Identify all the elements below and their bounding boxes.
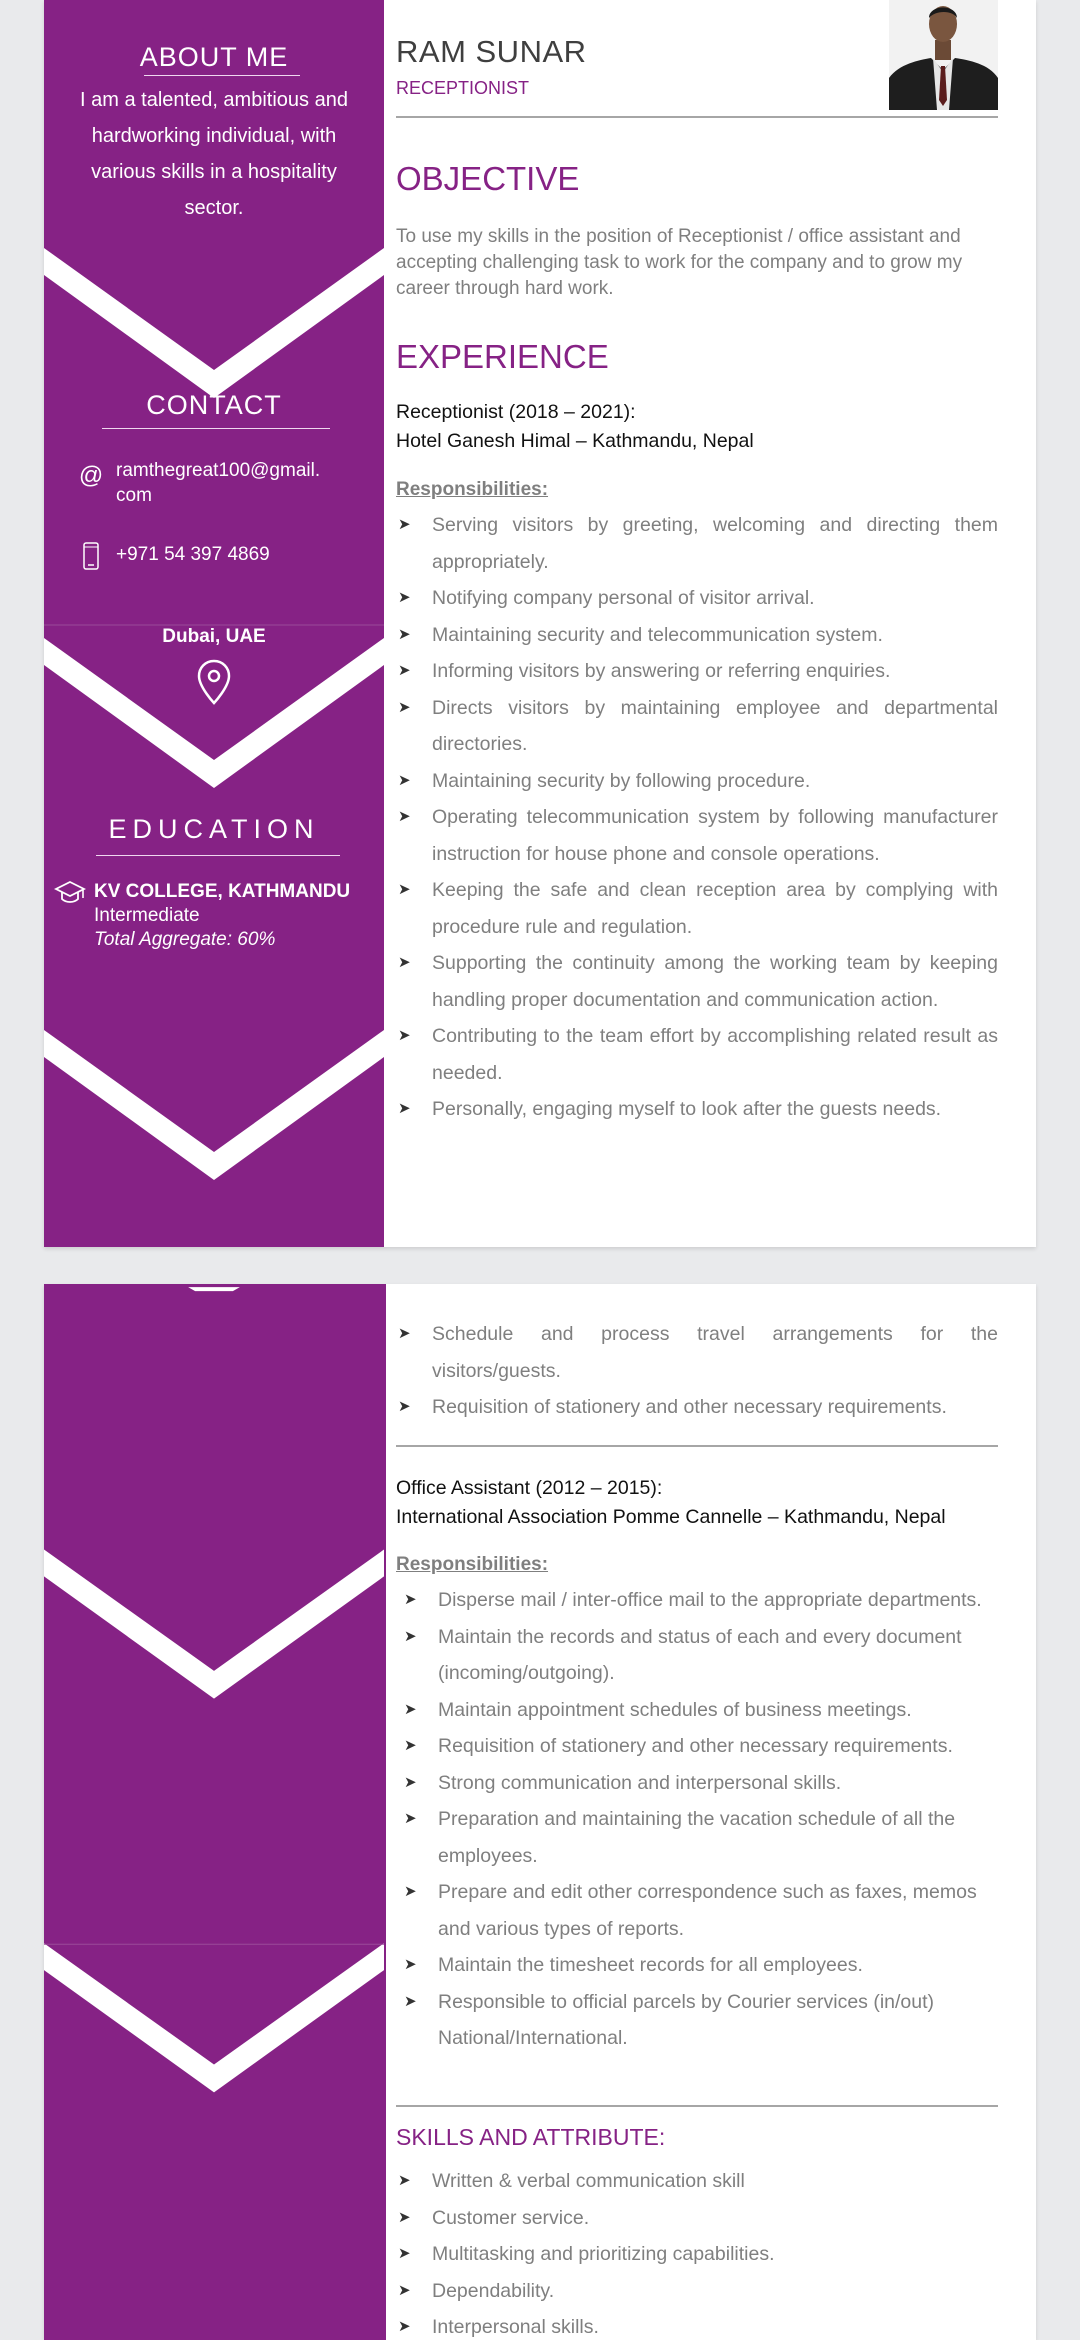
about-me-rule (144, 75, 300, 76)
arrow-bullet-icon: ➤ (398, 662, 411, 679)
arrow-bullet-icon: ➤ (398, 808, 411, 825)
arrow-bullet-icon: ➤ (398, 1325, 411, 1342)
arrow-bullet-icon: ➤ (398, 2208, 411, 2226)
header-divider (396, 116, 998, 118)
arrow-bullet-icon: ➤ (398, 2281, 411, 2299)
education-school: KV COLLEGE, KATHMANDU (94, 881, 351, 902)
location-pin-icon (195, 658, 233, 706)
arrow-bullet-icon: ➤ (398, 625, 411, 643)
education-heading: EDUCATION (108, 814, 320, 844)
list-item: ➤ Keeping the safe and clean reception area by complying with procedure rule and regulation. (396, 872, 998, 945)
person-name: RAM SUNAR (396, 34, 587, 69)
resume-page-2 (44, 1284, 1036, 2340)
objective-heading: OBJECTIVE (396, 160, 580, 197)
contact-heading: CONTACT (146, 390, 282, 420)
arrow-bullet-icon: ➤ (404, 1883, 417, 1900)
skills-divider (396, 2105, 998, 2107)
arrow-bullet-icon: ➤ (398, 1398, 411, 1415)
job-2-title: Office Assistant (2012 – 2015): (396, 1477, 663, 1499)
education-rule (96, 855, 340, 856)
arrow-bullet-icon: ➤ (404, 1737, 417, 1754)
education-level: Intermediate (94, 905, 200, 926)
job-1-title: Receptionist (2018 – 2021): (396, 401, 636, 423)
job-1-responsibilities-list (396, 507, 998, 1128)
list-item: ➤ Supporting the continuity among the working team by keeping handling proper documentation and communication action. (396, 945, 998, 1018)
phone-text: +971 54 397 4869 (116, 544, 270, 565)
about-me-heading: ABOUT ME (139, 42, 289, 72)
list-item: ➤ Maintaining security by following procedure. (396, 763, 998, 800)
arrow-bullet-icon: ➤ (398, 954, 411, 971)
phone-icon (78, 542, 104, 570)
arrow-bullet-icon: ➤ (404, 1956, 417, 1973)
list-item: ➤ Serving visitors by greeting, welcoming and directing them appropriately. (396, 507, 998, 580)
person-role: RECEPTIONIST (396, 78, 530, 98)
list-item: ➤ Maintain appointment schedules of business meetings. (402, 1692, 998, 1729)
list-item: ➤ Dependability. (396, 2273, 998, 2310)
sidebar-continued (44, 1284, 386, 2340)
list-item: ➤ Multitasking and prioritizing capabilities. (396, 2236, 998, 2273)
arrow-bullet-icon: ➤ (404, 1992, 417, 2010)
arrow-bullet-icon: ➤ (404, 1591, 417, 1608)
arrow-bullet-icon: ➤ (398, 589, 411, 606)
objective-text: To use my skills in the position of Receptionist / office assistant and accepting challenging task to work for the company and to grow my career through hard work. (396, 226, 963, 299)
list-item: ➤ Maintaining security and telecommunication system. (396, 617, 998, 654)
arrow-bullet-icon: ➤ (398, 1100, 411, 1117)
list-item: ➤ Interpersonal skills. (396, 2309, 998, 2340)
list-item: ➤ Preparation and maintaining the vacation schedule of all the employees. (402, 1801, 998, 1874)
contact-rule (102, 428, 330, 429)
arrow-bullet-icon: ➤ (404, 1700, 417, 1718)
contact-phone[interactable] (78, 542, 270, 570)
job-1-header (396, 398, 998, 456)
arrow-bullet-icon: ➤ (398, 881, 411, 898)
arrow-bullet-icon: ➤ (398, 2245, 411, 2262)
education-aggregate: Total Aggregate: 60% (94, 929, 276, 950)
arrow-bullet-icon: ➤ (404, 1627, 417, 1645)
job-1-company: Hotel Ganesh Himal – Kathmandu, Nepal (396, 430, 754, 452)
list-item: ➤ Responsible to official parcels by Courier services (in/out) National/International. (402, 1984, 998, 2057)
profile-photo (889, 0, 998, 110)
arrow-bullet-icon: ➤ (404, 1810, 417, 1827)
job-2-header (396, 1474, 998, 1532)
job-divider (396, 1445, 998, 1447)
contact-email[interactable] (78, 458, 320, 508)
job-2-responsibilities-label: Responsibilities: (396, 1554, 549, 1575)
email-text: ramthegreat100@gmail. com (116, 460, 321, 506)
sidebar-chevron-decoration (44, 1284, 384, 2340)
education-entry (94, 880, 350, 952)
list-item: ➤ Prepare and edit other correspondence such as faxes, memos and various types of reports. (402, 1874, 998, 1947)
arrow-bullet-icon: ➤ (398, 2318, 411, 2335)
arrow-bullet-icon: ➤ (398, 771, 411, 789)
list-item: ➤ Contributing to the team effort by accomplishing related result as needed. (396, 1018, 998, 1091)
list-item: ➤ Informing visitors by answering or referring enquiries. (396, 653, 998, 690)
job-2-company: International Association Pomme Cannelle – Kathmandu, Nepal (396, 1506, 946, 1528)
skills-heading: SKILLS AND ATTRIBUTE: (396, 2124, 666, 2150)
list-item: ➤ Strong communication and interpersonal skills. (402, 1765, 998, 1802)
list-item: ➤ Requisition of stationery and other necessary requirements. (402, 1728, 998, 1765)
list-item: ➤ Written & verbal communication skill (396, 2163, 998, 2200)
list-item: ➤ Requisition of stationery and other necessary requirements. (396, 1389, 998, 1426)
sidebar (44, 0, 384, 1247)
list-item: ➤ Personally, engaging myself to look after the guests needs. (396, 1091, 998, 1128)
list-item: ➤ Schedule and process travel arrangements for the visitors/guests. (396, 1316, 998, 1389)
job-1-responsibilities-label: Responsibilities: (396, 479, 549, 500)
arrow-bullet-icon: ➤ (398, 516, 411, 533)
about-me-text: I am a talented, ambitious and hardworking individual, with various skills in a hospitality sector. (80, 89, 348, 219)
list-item: ➤ Maintain the records and status of each and every document (incoming/outgoing). (402, 1619, 998, 1692)
at-sign-icon: @ (78, 462, 104, 489)
skills-list (396, 2163, 998, 2340)
arrow-bullet-icon: ➤ (404, 1773, 417, 1791)
graduation-cap-icon (54, 880, 86, 906)
arrow-bullet-icon: ➤ (398, 1027, 411, 1044)
arrow-bullet-icon: ➤ (398, 2172, 411, 2189)
job-1-responsibilities-list-continued (396, 1316, 998, 1426)
list-item: ➤ Notifying company personal of visitor arrival. (396, 580, 998, 617)
location-text: Dubai, UAE (162, 626, 266, 647)
list-item: ➤ Maintain the timesheet records for all employees. (402, 1947, 998, 1984)
list-item: ➤ Operating telecommunication system by following manufacturer instruction for house phone and console operations. (396, 799, 998, 872)
resume-page-1 (44, 0, 1036, 1247)
list-item: ➤ Directs visitors by maintaining employee and departmental directories. (396, 690, 998, 763)
experience-heading: EXPERIENCE (396, 338, 609, 375)
arrow-bullet-icon: ➤ (398, 698, 411, 716)
list-item: ➤ Customer service. (396, 2200, 998, 2237)
job-2-responsibilities-list (402, 1582, 998, 2057)
list-item: ➤ Disperse mail / inter-office mail to the appropriate departments. (402, 1582, 998, 1619)
